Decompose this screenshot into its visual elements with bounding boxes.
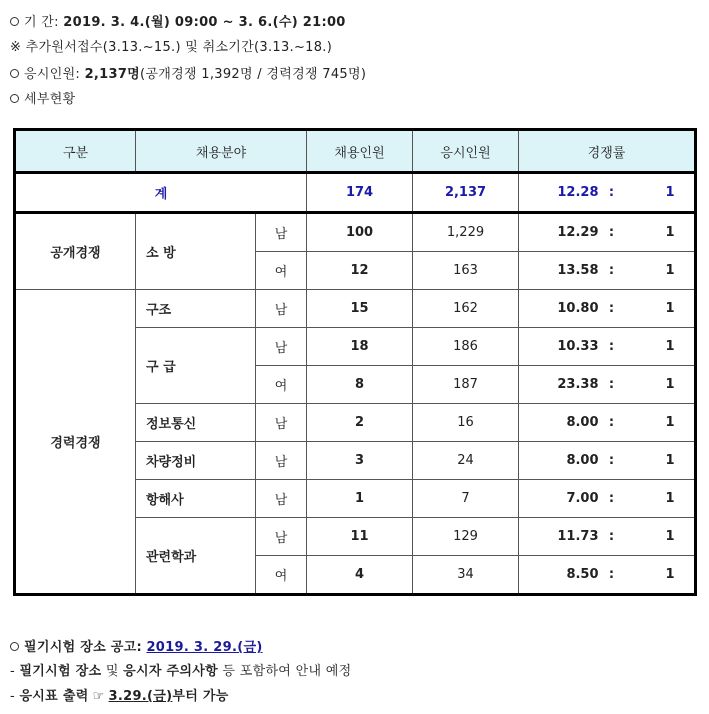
apply-cell: 24 [413, 442, 519, 480]
applicants-total: 2,137명 [84, 67, 141, 82]
field-name: 소 방 [136, 213, 256, 290]
table-header-row [15, 130, 696, 173]
ratio-left: 11.73 [557, 529, 599, 544]
field-name: 구 급 [136, 328, 256, 404]
total-hire: 174 [307, 173, 413, 213]
ratio-left: 10.80 [557, 301, 599, 316]
ratio-colon: : [608, 225, 615, 240]
header-hire: 채용인원 [307, 130, 413, 173]
group-name: 경력경쟁 [15, 290, 136, 595]
ratio-right: 1 [665, 339, 675, 354]
apply-cell: 34 [413, 556, 519, 595]
group-name: 공개경쟁 [15, 213, 136, 290]
hire-cell: 3 [307, 442, 413, 480]
ratio-cell [519, 252, 696, 290]
gender-cell: 남 [256, 290, 307, 328]
exam-notice-line [10, 636, 263, 655]
hire-cell: 8 [307, 366, 413, 404]
applicants-detail: (공개경쟁 1,392명 / 경력경쟁 745명) [140, 67, 367, 82]
bullet-circle-icon [10, 94, 19, 103]
ratio-colon: : [608, 491, 615, 506]
hire-cell: 12 [307, 252, 413, 290]
hire-cell: 1 [307, 480, 413, 518]
ratio-left: 8.50 [566, 567, 599, 582]
ratio-cell [519, 480, 696, 518]
apply-cell: 16 [413, 404, 519, 442]
ratio-cell [519, 328, 696, 366]
total-apply: 2,137 [413, 173, 519, 213]
gender-cell: 여 [256, 556, 307, 595]
gender-cell: 남 [256, 328, 307, 366]
ratio-left: 23.38 [557, 377, 599, 392]
apply-cell: 1,229 [413, 213, 519, 252]
ratio-left: 13.58 [557, 263, 599, 278]
header-category: 구분 [15, 130, 136, 173]
ratio-colon: : [608, 377, 615, 392]
gender-cell: 남 [256, 442, 307, 480]
ratio-cell [519, 518, 696, 556]
bullet-circle-icon [10, 642, 19, 651]
total-label: 계 [15, 173, 307, 213]
field-name: 구조 [136, 290, 256, 328]
hire-cell: 4 [307, 556, 413, 595]
ratio-left: 8.00 [566, 453, 599, 468]
ratio-colon: : [608, 301, 615, 316]
gender-cell: 남 [256, 404, 307, 442]
hire-cell: 100 [307, 213, 413, 252]
ratio-cell [519, 213, 696, 252]
details-line [10, 88, 75, 107]
guidance-rest: 등 포함하여 안내 예정 [218, 664, 352, 679]
total-ratio-left: 12.28 [557, 185, 599, 200]
dash-bullet: - [10, 689, 20, 704]
ratio-right: 1 [665, 225, 675, 240]
period-line [10, 11, 346, 30]
dash-bullet: - [10, 664, 20, 679]
guidance-bold-1: 필기시험 장소 [19, 664, 102, 679]
ratio-cell [519, 442, 696, 480]
period-value: 2019. 3. 4.(월) 09:00 ~ 3. 6.(수) 21:00 [63, 15, 346, 30]
ratio-left: 12.29 [557, 225, 599, 240]
field-name: 항해사 [136, 480, 256, 518]
apply-cell: 7 [413, 480, 519, 518]
bullet-circle-icon [10, 69, 19, 78]
apply-cell: 186 [413, 328, 519, 366]
print-line [10, 685, 229, 704]
table-total-row [15, 173, 696, 213]
gender-cell: 남 [256, 480, 307, 518]
hire-cell: 11 [307, 518, 413, 556]
ratio-right: 1 [665, 415, 675, 430]
applicants-label: 응시인원: [24, 67, 81, 82]
exam-notice-label: 필기시험 장소 공고: [24, 640, 143, 655]
header-apply: 응시인원 [413, 130, 519, 173]
field-name: 차량정비 [136, 442, 256, 480]
apply-cell: 163 [413, 252, 519, 290]
hire-cell: 15 [307, 290, 413, 328]
total-ratio-colon: : [608, 185, 615, 200]
exam-notice-date[interactable]: 2019. 3. 29.(금) [146, 640, 263, 655]
ratio-cell [519, 366, 696, 404]
ratio-right: 1 [665, 453, 675, 468]
apply-cell: 129 [413, 518, 519, 556]
gender-cell: 남 [256, 518, 307, 556]
bullet-circle-icon [10, 17, 19, 26]
guidance-line [10, 660, 351, 679]
table-row [15, 290, 696, 328]
ratio-left: 8.00 [566, 415, 599, 430]
ratio-right: 1 [665, 567, 675, 582]
ratio-right: 1 [665, 377, 675, 392]
gender-cell: 여 [256, 366, 307, 404]
hire-cell: 18 [307, 328, 413, 366]
print-rest: 부터 가능 [172, 689, 229, 704]
applicant-stats-table [13, 128, 697, 596]
apply-cell: 162 [413, 290, 519, 328]
note-line: ※ 추가원서접수(3.13.~15.) 및 취소기간(3.13.~18.) [10, 40, 333, 55]
ratio-colon: : [608, 529, 615, 544]
ratio-cell [519, 404, 696, 442]
ratio-right: 1 [665, 263, 675, 278]
ratio-colon: : [608, 263, 615, 278]
period-label: 기 간: [24, 15, 59, 30]
print-date: 3.29.(금) [108, 689, 173, 704]
apply-cell: 187 [413, 366, 519, 404]
header-ratio: 경쟁률 [519, 130, 696, 173]
ratio-cell [519, 556, 696, 595]
ratio-colon: : [608, 453, 615, 468]
guidance-mid: 및 [101, 664, 124, 679]
gender-cell: 여 [256, 252, 307, 290]
ratio-left: 10.33 [557, 339, 599, 354]
applicants-line [10, 63, 366, 82]
details-label: 세부현황 [24, 92, 76, 107]
hire-cell: 2 [307, 404, 413, 442]
ratio-left: 7.00 [566, 491, 599, 506]
ratio-right: 1 [665, 301, 675, 316]
pointing-hand-icon: ☞ [92, 689, 105, 704]
ratio-right: 1 [665, 529, 675, 544]
total-ratio-right: 1 [665, 185, 675, 200]
guidance-bold-2: 응시자 주의사항 [123, 664, 218, 679]
ratio-colon: : [608, 415, 615, 430]
ratio-cell [519, 290, 696, 328]
ratio-colon: : [608, 567, 615, 582]
print-label: 응시표 출력 [19, 689, 89, 704]
total-ratio [519, 173, 696, 213]
table-row [15, 213, 696, 252]
header-field: 채용분야 [136, 130, 307, 173]
gender-cell: 남 [256, 213, 307, 252]
field-name: 관련학과 [136, 518, 256, 595]
ratio-colon: : [608, 339, 615, 354]
field-name: 정보통신 [136, 404, 256, 442]
ratio-right: 1 [665, 491, 675, 506]
